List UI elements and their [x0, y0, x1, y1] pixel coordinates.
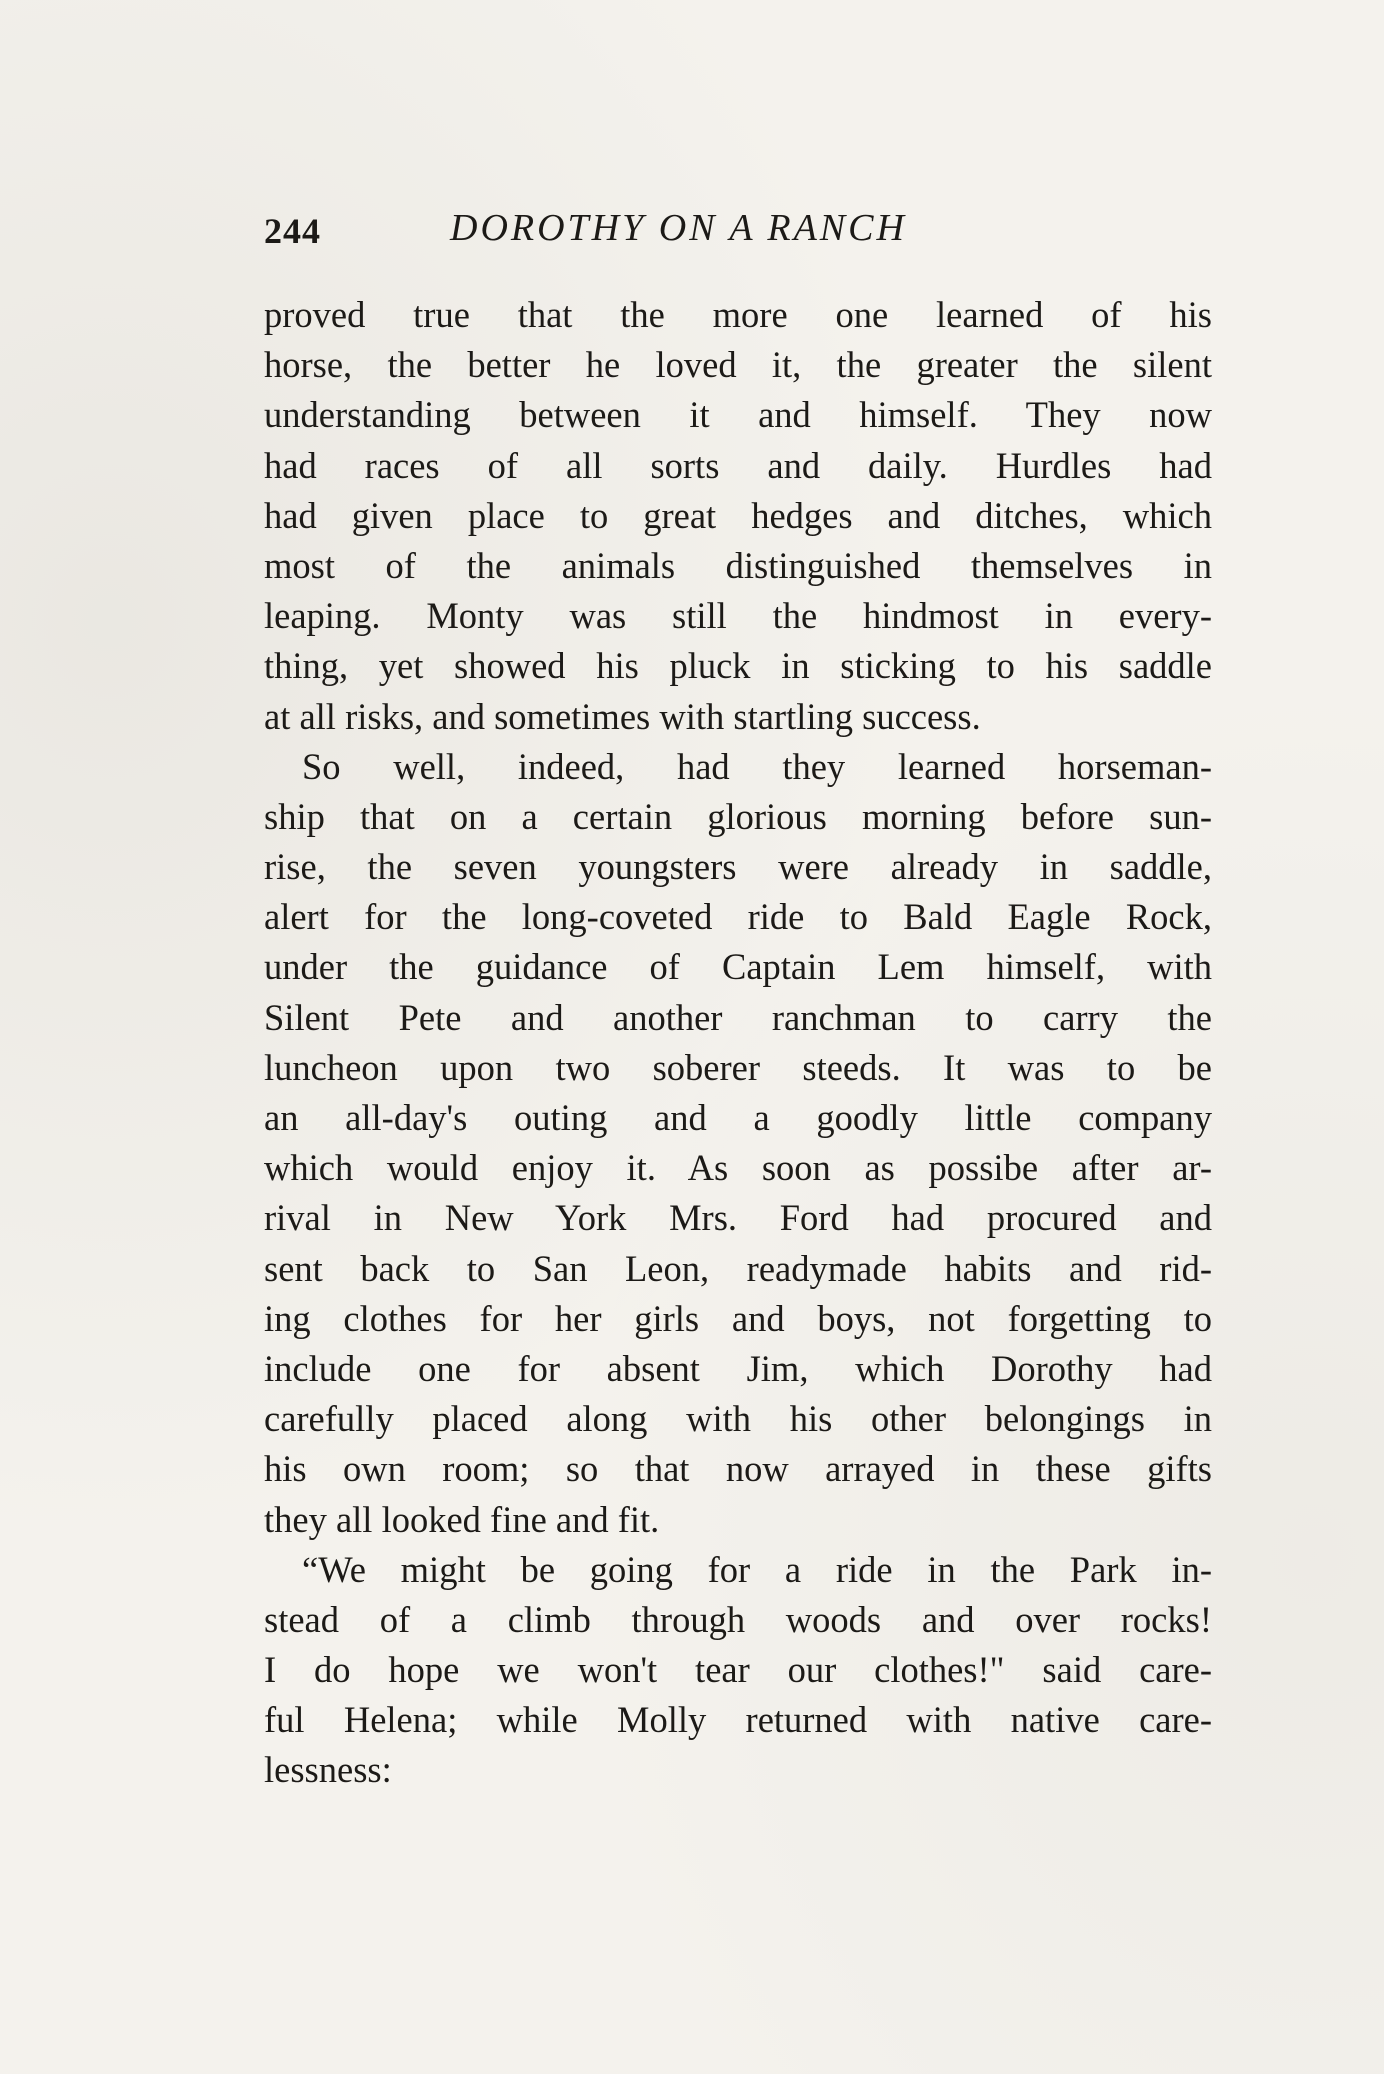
text-line: Silent Pete and another ranchman to carry the	[264, 996, 1212, 1038]
text-line: stead of a climb through woods and over rocks!	[264, 1598, 1212, 1640]
text-line: leaping. Monty was still the hindmost in every-	[264, 595, 1212, 637]
text-line: his own room; so that now arrayed in these gifts	[264, 1448, 1212, 1490]
text-line: lessness:	[264, 1749, 392, 1791]
text-line: ful Helena; while Molly returned with native care-	[264, 1699, 1212, 1741]
page-number: 244	[264, 211, 321, 251]
text-line: they all looked fine and fit.	[264, 1498, 660, 1540]
text-line: had races of all sorts and daily. Hurdles had	[264, 444, 1212, 486]
body-text	[264, 290, 1212, 1796]
text-line: luncheon upon two soberer steeds. It was to be	[264, 1046, 1212, 1088]
text-line: understanding between it and himself. They now	[264, 394, 1212, 436]
book-title: DOROTHY ON A RANCH	[450, 207, 907, 249]
text-line: rise, the seven youngsters were already in saddle,	[264, 846, 1212, 888]
text-line: thing, yet showed his pluck in sticking to his saddle	[264, 645, 1212, 687]
text-line: carefully placed along with his other belongings in	[264, 1398, 1212, 1440]
text-line: under the guidance of Captain Lem himself, with	[264, 946, 1212, 988]
text-line: rival in New York Mrs. Ford had procured and	[264, 1197, 1212, 1239]
text-line: ing clothes for her girls and boys, not forgetting to	[264, 1297, 1212, 1339]
text-line: ship that on a certain glorious morning before sun-	[264, 795, 1212, 837]
text-line: an all-day's outing and a goodly little company	[264, 1097, 1212, 1138]
paragraph-first-line: So well, indeed, had they learned horseman-	[302, 745, 1212, 787]
text-line: at all risks, and sometimes with startling success.	[264, 695, 981, 737]
text-line: include one for absent Jim, which Dorothy had	[264, 1347, 1212, 1389]
text-line: proved true that the more one learned of his	[264, 294, 1212, 335]
text-line: sent back to San Leon, readymade habits and rid-	[264, 1247, 1212, 1289]
text-line: which would enjoy it. As soon as possibe after ar-	[264, 1147, 1212, 1189]
text-line: I do hope we won't tear our clothes!" said care-	[264, 1649, 1212, 1691]
text-line: most of the animals distinguished themselves in	[264, 544, 1212, 586]
text-line: had given place to great hedges and ditches, which	[264, 494, 1212, 536]
running-head	[264, 206, 1224, 254]
paragraph-first-line: “We might be going for a ride in the Park in-	[302, 1548, 1212, 1590]
text-line: horse, the better he loved it, the greater the silent	[264, 344, 1212, 386]
text-line: alert for the long-coveted ride to Bald Eagle Rock,	[264, 896, 1212, 938]
